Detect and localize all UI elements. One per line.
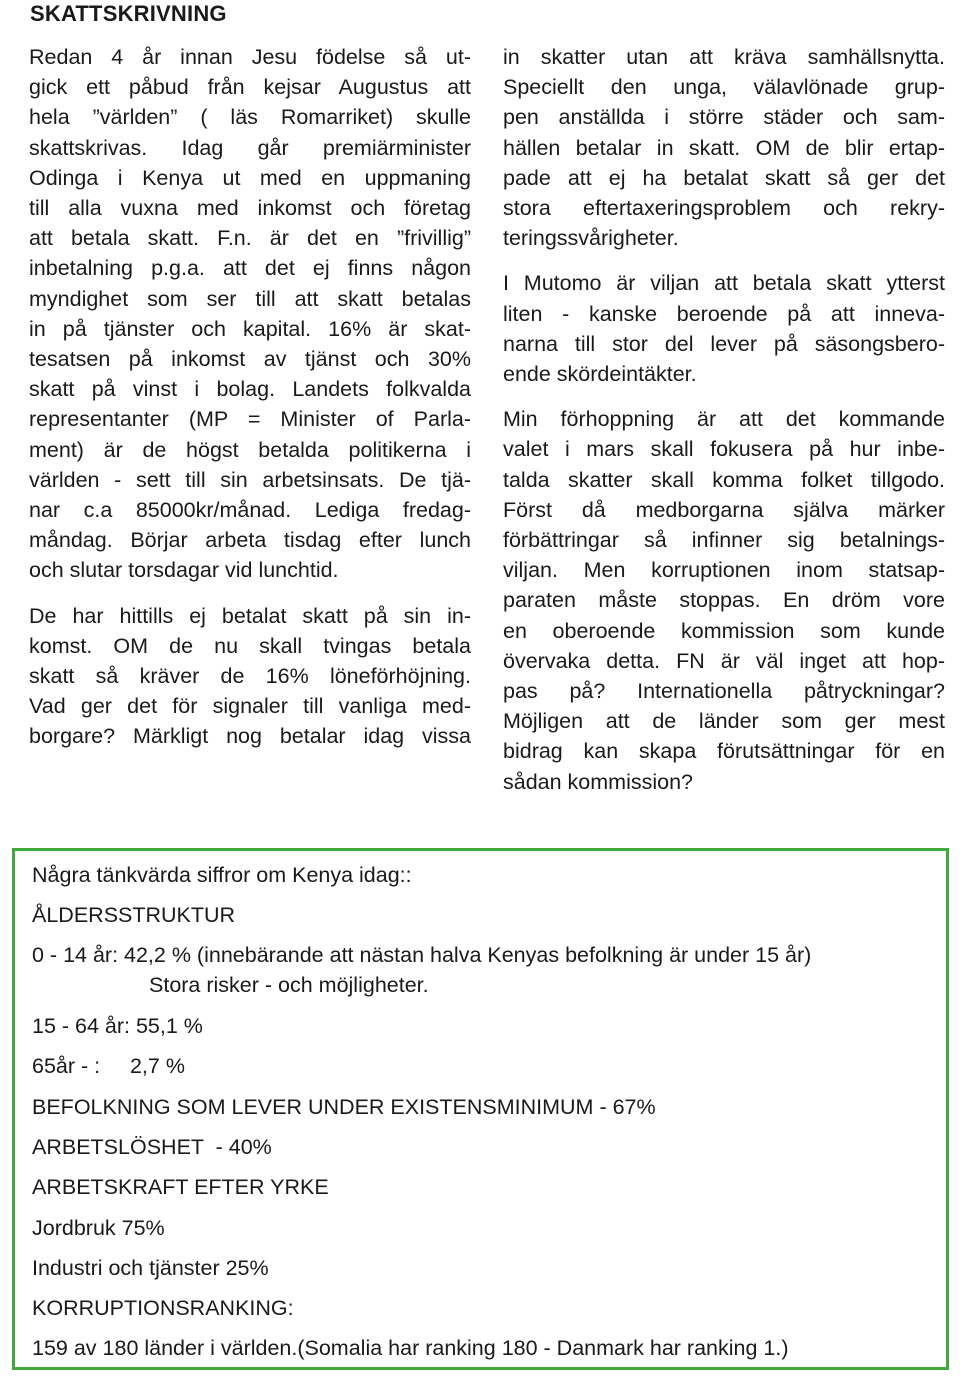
- text-line: pen anställda i större städer och sam-: [503, 105, 945, 130]
- text-line: stora eftertaxeringsproblem och rekry-: [503, 196, 945, 221]
- text-line: talda skatter skall komma folket tillgodo.: [503, 467, 945, 492]
- industry-stat: Industri och tjänster 25%: [32, 1256, 269, 1280]
- text-line: representanter (MP = Minister of Parla-: [29, 407, 471, 432]
- text-line: sådan kommission?: [503, 769, 694, 794]
- text-line: bidrag kan skapa förutsättningar för en: [503, 739, 945, 764]
- text-line: De har hittills ej betalat skatt på sin in-: [29, 603, 471, 628]
- text-line: ment) är de högst betalda politikerna i: [29, 437, 471, 462]
- text-line: Odinga i Kenya ut med en uppmaning: [29, 165, 471, 190]
- article-heading: SKATTSKRIVNING: [30, 1, 227, 26]
- text-line: borgare? Märkligt nog betalar idag vissa: [29, 724, 471, 749]
- corruption-text: 159 av 180 länder i världen.(Somalia har ranking 180 - Danmark har ranking 1.): [32, 1336, 789, 1360]
- text-line: måndag. Börjar arbeta tisdag efter lunch: [29, 528, 471, 553]
- text-line: att betala skatt. F.n. är det en ”frivillig”: [29, 226, 471, 251]
- age-15-64: 15 - 64 år: 55,1 %: [32, 1014, 203, 1038]
- text-line: viljan. Men korruptionen inom statsap-: [503, 558, 945, 583]
- text-line: valet i mars skall fokusera på hur inbe-: [503, 437, 945, 462]
- text-line: komst. OM de nu skall tvingas betala: [29, 633, 471, 658]
- text-line: Möjligen att de länder som ger mest: [503, 709, 945, 734]
- age-0-14: 0 - 14 år: 42,2 % (innebärande att nästan halva Kenyas befolkning är under 15 år): [32, 943, 812, 967]
- right-column: [503, 42, 945, 797]
- left-paragraph-2: [29, 601, 471, 752]
- text-line: teringssvårigheter.: [503, 226, 679, 251]
- kenya-facts-box: [12, 848, 949, 1370]
- text-line: Vad ger det för signaler till vanliga med-: [29, 694, 471, 719]
- text-line: skatt så kräver de 16% löneförhöjning.: [29, 664, 471, 689]
- text-line: en oberoende kommission som kunde: [503, 618, 945, 643]
- text-line: Min förhoppning är att det kommande: [503, 407, 945, 432]
- text-line: in på tjänster och kapital. 16% är skat-: [29, 316, 471, 341]
- text-line: nar c.a 85000kr/månad. Lediga fredag-: [29, 498, 471, 523]
- text-line: I Mutomo är viljan att betala skatt ytterst: [503, 271, 945, 296]
- right-paragraph-2: [503, 268, 945, 389]
- text-line: ende skördeintäkter.: [503, 362, 697, 387]
- text-line: övervaka detta. FN är väl inget att hop-: [503, 648, 945, 673]
- text-line: Först då medborgarna själva märker: [503, 497, 945, 522]
- left-column: [29, 42, 471, 752]
- text-line: Redan 4 år innan Jesu födelse så ut-: [29, 45, 471, 69]
- text-line: förbättringar så infinner sig betalnings-: [503, 528, 945, 553]
- right-paragraph-1: [503, 42, 945, 253]
- age-structure-heading: ÅLDERSSTRUKTUR: [32, 903, 236, 927]
- age-0-14-note: Stora risker - och möjligheter.: [149, 973, 429, 997]
- right-paragraph-3: [503, 404, 945, 797]
- text-line: och slutar torsdagar vid lunchtid.: [29, 558, 339, 583]
- text-line: skatt på vinst i bolag. Landets folkvalda: [29, 377, 471, 402]
- text-line: pas på? Internationella påtryckningar?: [503, 679, 945, 704]
- unemployment-stat: ARBETSLÖSHET - 40%: [32, 1135, 272, 1159]
- text-line: inbetalning p.g.a. att det ej finns någon: [29, 256, 471, 281]
- text-line: världen - sett till sin arbetsinsats. De tjä-: [29, 467, 471, 492]
- text-line: gick ett påbud från kejsar Augustus att: [29, 75, 471, 100]
- workforce-heading: ARBETSKRAFT EFTER YRKE: [32, 1175, 329, 1199]
- text-line: tesatsen på inkomst av tjänst och 30%: [29, 347, 471, 372]
- poverty-stat: BEFOLKNING SOM LEVER UNDER EXISTENSMINIMUM - 67%: [32, 1095, 656, 1119]
- age-65-plus: 65år - : 2,7 %: [32, 1054, 185, 1078]
- text-line: Speciellt den unga, välavlönade grup-: [503, 75, 945, 100]
- text-line: skattskrivas. Idag går premiärminister: [29, 135, 471, 160]
- text-line: till alla vuxna med inkomst och företag: [29, 196, 471, 221]
- agriculture-stat: Jordbruk 75%: [32, 1216, 165, 1240]
- text-line: myndighet som ser till att skatt betalas: [29, 286, 471, 311]
- text-line: liten - kanske beroende på att inneva-: [503, 301, 945, 326]
- corruption-heading: KORRUPTIONSRANKING:: [32, 1296, 294, 1320]
- text-line: in skatter utan att kräva samhällsnytta.: [503, 45, 945, 69]
- text-line: hällen betalar in skatt. OM de blir ertap-: [503, 135, 945, 160]
- text-line: paraten måste stoppas. En dröm vore: [503, 588, 945, 613]
- text-line: hela ”världen” ( läs Romarriket) skulle: [29, 105, 471, 130]
- text-line: narna till stor del lever på säsongsbero-: [503, 331, 945, 356]
- text-line: pade att ej ha betalat skatt så ger det: [503, 165, 945, 190]
- left-paragraph-1: [29, 42, 471, 586]
- facts-title: Några tänkvärda siffror om Kenya idag::: [32, 863, 412, 887]
